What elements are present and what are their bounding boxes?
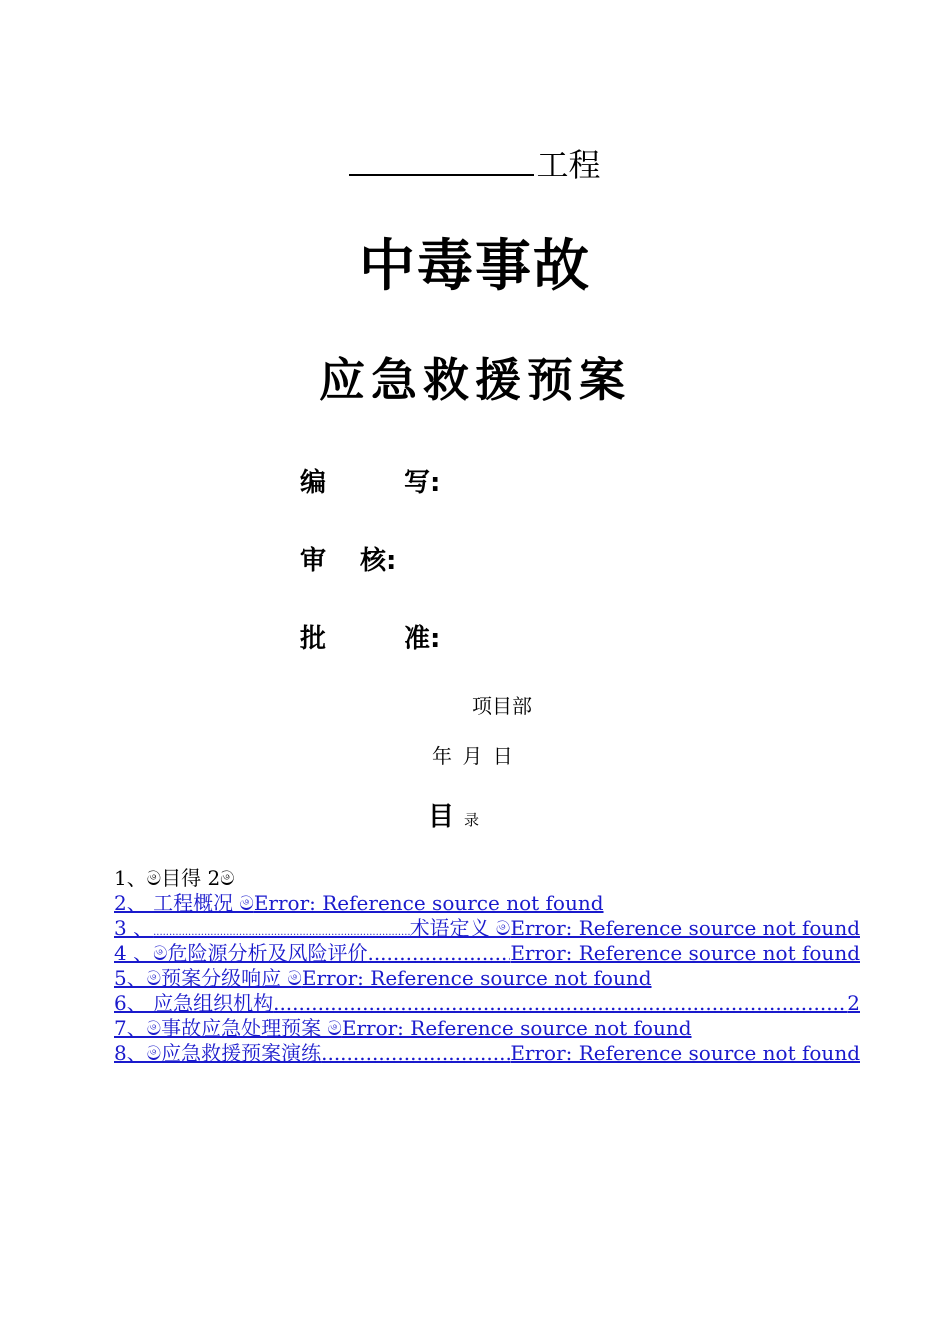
toc-link[interactable] — [114, 1041, 860, 1066]
toc-item-label: 3 、 — [114, 916, 154, 940]
toc-item-ref: Error: Reference source not found — [301, 966, 652, 990]
toc-link[interactable] — [114, 916, 860, 941]
toc-item-label: 1、ම目得 2ම — [114, 866, 235, 890]
toc-item[interactable] — [114, 1016, 860, 1041]
project-suffix: 工程 — [536, 146, 601, 184]
toc-link[interactable] — [114, 941, 860, 966]
sign-field-label: 编 — [300, 468, 327, 498]
toc-item[interactable] — [114, 891, 860, 916]
toc-item-ref: Error: Reference source not found — [253, 891, 604, 915]
toc-item[interactable] — [114, 916, 860, 941]
toc-item-ref: Error: Reference source not found — [510, 916, 860, 940]
toc-leader-dots — [153, 916, 409, 941]
sign-field-author — [300, 462, 440, 499]
main-title: 中毒事故 — [359, 234, 591, 299]
toc-item-ref: 2 — [847, 991, 860, 1015]
toc-heading-suffix: 录 — [464, 811, 480, 829]
toc-item — [114, 866, 860, 891]
toc-heading-main: 目 — [428, 802, 455, 832]
toc-item-label: 4 、ම危险源分析及风险评价 — [114, 941, 368, 965]
sign-field-label: 批 — [300, 624, 327, 654]
toc-item-label: 6、 应急组织机构 — [114, 991, 274, 1015]
department-label: 项目部 — [472, 694, 532, 718]
project-name-blank — [349, 146, 534, 176]
toc-leader-dots — [273, 991, 847, 1016]
toc-leader-dots — [321, 1041, 510, 1066]
sign-field-label: 核: — [360, 546, 397, 576]
toc-item-label: 8、ම应急救援预案演练 — [114, 1041, 322, 1065]
toc-item[interactable] — [114, 941, 860, 966]
toc-item[interactable] — [114, 991, 860, 1016]
sign-field-label: 写: — [404, 468, 441, 498]
date-line: 年 月 日 — [432, 744, 515, 768]
toc-item-ref: Error: Reference source not found — [510, 941, 860, 965]
sign-field-label: 审 — [300, 546, 327, 576]
toc-heading — [428, 796, 479, 833]
sign-field-label: 准: — [404, 624, 441, 654]
toc-link[interactable] — [114, 891, 604, 915]
table-of-contents — [114, 866, 860, 1066]
toc-item[interactable] — [114, 1041, 860, 1066]
toc-item-ref: Error: Reference source not found — [510, 1041, 860, 1065]
toc-item-label: 2、 工程概况 ම — [114, 891, 254, 915]
toc-item-title: 术语定义 ම — [409, 916, 511, 940]
sub-title: 应急救援预案 — [319, 353, 631, 407]
toc-link[interactable] — [114, 1016, 692, 1040]
toc-link[interactable] — [114, 966, 652, 990]
toc-item-label: 7、ම事故应急处理预案 ම — [114, 1016, 342, 1040]
toc-item-label: 5、ම预案分级响应 ම — [114, 966, 302, 990]
toc-link[interactable] — [114, 991, 860, 1016]
toc-leader-dots — [367, 941, 510, 966]
project-name-line — [0, 140, 950, 186]
toc-item-ref: Error: Reference source not found — [341, 1016, 692, 1040]
sign-field-approver — [300, 618, 440, 655]
toc-item[interactable] — [114, 966, 860, 991]
sign-field-reviewer — [300, 540, 396, 577]
